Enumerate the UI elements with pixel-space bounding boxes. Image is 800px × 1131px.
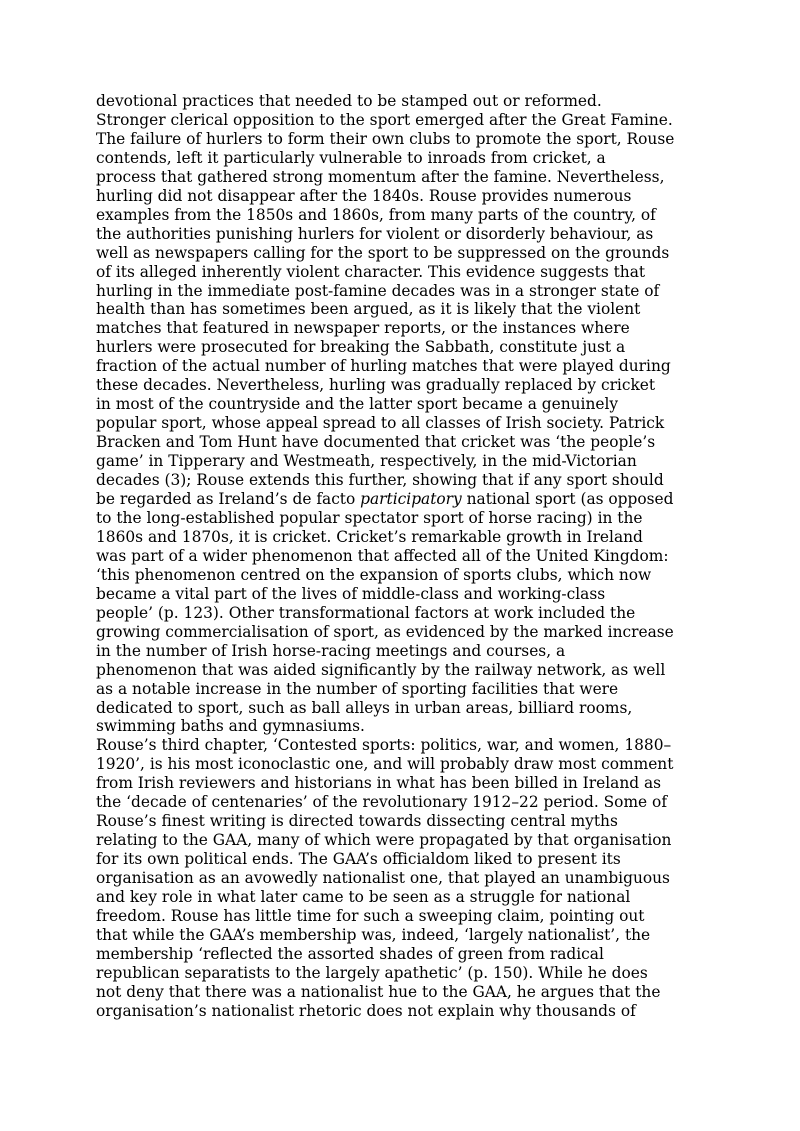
text-segment: of its alleged inherently violent character. This evidence suggests that [96,262,646,281]
text-segment: growing commercialisation of sport, as evidenced by the marked increase [96,622,674,641]
text-line [96,945,716,964]
text-segment: relating to the GAA, many of which were propagated by that organisation [96,831,672,850]
text-segment: in most of the countryside and the latter sport became a genuinely [96,395,619,414]
text-line [96,395,716,414]
text-segment: was part of a wider phenomenon that affected all of the United Kingdom: [96,546,669,565]
text-line [96,357,716,376]
text-line [96,111,716,130]
text-line [96,528,716,547]
text-segment: swimming baths and gymnasiums. [96,717,365,736]
text-line [96,623,716,642]
text-line [96,604,716,623]
text-segment: 1920’, is his most iconoclastic one, and will probably draw most comment [96,755,674,774]
text-line [96,1002,716,1021]
text-line [96,812,716,831]
italic-text: participatory [360,490,462,509]
text-segment: 1860s and 1870s, it is cricket. Cricket’s remarkable growth in Ireland [96,527,643,546]
text-segment: Rouse’s third chapter, ‘Contested sports: politics, war, and women, 1880– [96,736,672,755]
text-line [96,680,716,699]
text-segment: popular sport, whose appeal spread to all classes of Irish society. Patrick [96,414,665,433]
text-segment: hurling in the immediate post-famine decades was in a stronger state of [96,281,660,300]
text-segment: dedicated to sport, such as ball alleys in urban areas, billiard rooms, [96,698,633,717]
text-line [96,187,716,206]
text-line [96,661,716,680]
text-line [96,433,716,452]
text-segment: membership ‘reflected the assorted shades of green from radical [96,944,604,963]
text-segment: as a notable increase in the number of sporting facilities that were [96,679,619,698]
text-segment: national sport (as opposed [461,490,674,509]
text-line [96,149,716,168]
text-line [96,869,716,888]
text-line [96,964,716,983]
text-segment: ‘this phenomenon centred on the expansion of sports clubs, which now [96,565,652,584]
text-line [96,793,716,812]
text-segment: devotional practices that needed to be stamped out or reformed. [96,92,602,110]
paragraph [96,92,716,736]
text-segment: these decades. Nevertheless, hurling was gradually replaced by cricket [96,376,656,395]
text-line [96,376,716,395]
text-line [96,225,716,244]
text-segment: the ‘decade of centenaries’ of the revolutionary 1912–22 period. Some of [96,793,668,812]
document-body [96,92,716,1021]
text-segment: The failure of hurlers to form their own clubs to promote the sport, Rouse [96,129,675,148]
text-line [96,168,716,187]
text-line [96,92,716,111]
text-line [96,566,716,585]
text-segment: the authorities punishing hurlers for violent or disorderly behaviour, as [96,224,654,243]
text-line [96,130,716,149]
text-segment: and key role in what later came to be seen as a struggle for national [96,888,631,907]
text-segment: process that gathered strong momentum after the famine. Nevertheless, [96,167,665,186]
text-segment: not deny that there was a nationalist hue to the GAA, he argues that the [96,982,661,1001]
text-line [96,585,716,604]
text-segment: organisation as an avowedly nationalist one, that played an unambiguous [96,869,670,888]
text-line [96,263,716,282]
text-line [96,926,716,945]
text-line [96,300,716,319]
text-segment: organisation’s nationalist rhetoric does not explain why thousands of [96,1001,636,1020]
text-line [96,244,716,263]
text-segment: freedom. Rouse has little time for such a sweeping claim, pointing out [96,906,645,925]
text-line [96,471,716,490]
text-line [96,774,716,793]
text-segment: decades (3); Rouse extends this further, showing that if any sport should [96,471,664,490]
text-line [96,888,716,907]
text-segment: be regarded as Ireland’s de facto [96,490,361,509]
text-line [96,717,716,736]
text-segment: health than has sometimes been argued, as it is likely that the violent [96,300,641,319]
text-line [96,490,716,509]
text-line [96,699,716,718]
text-segment: fraction of the actual number of hurling matches that were played during [96,357,671,376]
text-segment: matches that featured in newspaper reports, or the instances where [96,319,630,338]
text-line [96,907,716,926]
text-line [96,452,716,471]
paragraph [96,736,716,1020]
text-line [96,547,716,566]
text-segment: phenomenon that was aided significantly by the railway network, as well [96,660,666,679]
text-line [96,850,716,869]
text-segment: from Irish reviewers and historians in what has been billed in Ireland as [96,774,662,793]
text-line [96,983,716,1002]
text-segment: republican separatists to the largely apathetic’ (p. 150). While he does [96,963,648,982]
text-segment: in the number of Irish horse-racing meetings and courses, a [96,641,566,660]
text-segment: Bracken and Tom Hunt have documented that cricket was ‘the people’s [96,433,656,452]
text-line [96,282,716,301]
text-segment: Stronger clerical opposition to the sport emerged after the Great Famine. [96,110,673,129]
text-segment: Rouse’s finest writing is directed towards dissecting central myths [96,812,618,831]
text-segment: became a vital part of the lives of middle-class and working-class [96,584,606,603]
text-segment: to the long-established popular spectator sport of horse racing) in the [96,508,643,527]
text-line [96,755,716,774]
text-line [96,338,716,357]
text-segment: that while the GAA’s membership was, indeed, ‘largely nationalist’, the [96,925,651,944]
text-line [96,509,716,528]
text-line [96,414,716,433]
text-line [96,319,716,338]
text-segment: game’ in Tipperary and Westmeath, respectively, in the mid-Victorian [96,452,637,471]
text-line [96,831,716,850]
text-segment: hurling did not disappear after the 1840s. Rouse provides numerous [96,186,632,205]
text-line [96,736,716,755]
text-line [96,642,716,661]
text-segment: contends, left it particularly vulnerable to inroads from cricket, a [96,148,606,167]
text-segment: well as newspapers calling for the sport to be suppressed on the grounds [96,243,670,262]
text-segment: hurlers were prosecuted for breaking the Sabbath, constitute just a [96,338,626,357]
text-segment: examples from the 1850s and 1860s, from many parts of the country, of [96,205,656,224]
text-line [96,206,716,225]
text-segment: people’ (p. 123). Other transformational factors at work included the [96,603,636,622]
text-segment: for its own political ends. The GAA’s officialdom liked to present its [96,850,621,869]
